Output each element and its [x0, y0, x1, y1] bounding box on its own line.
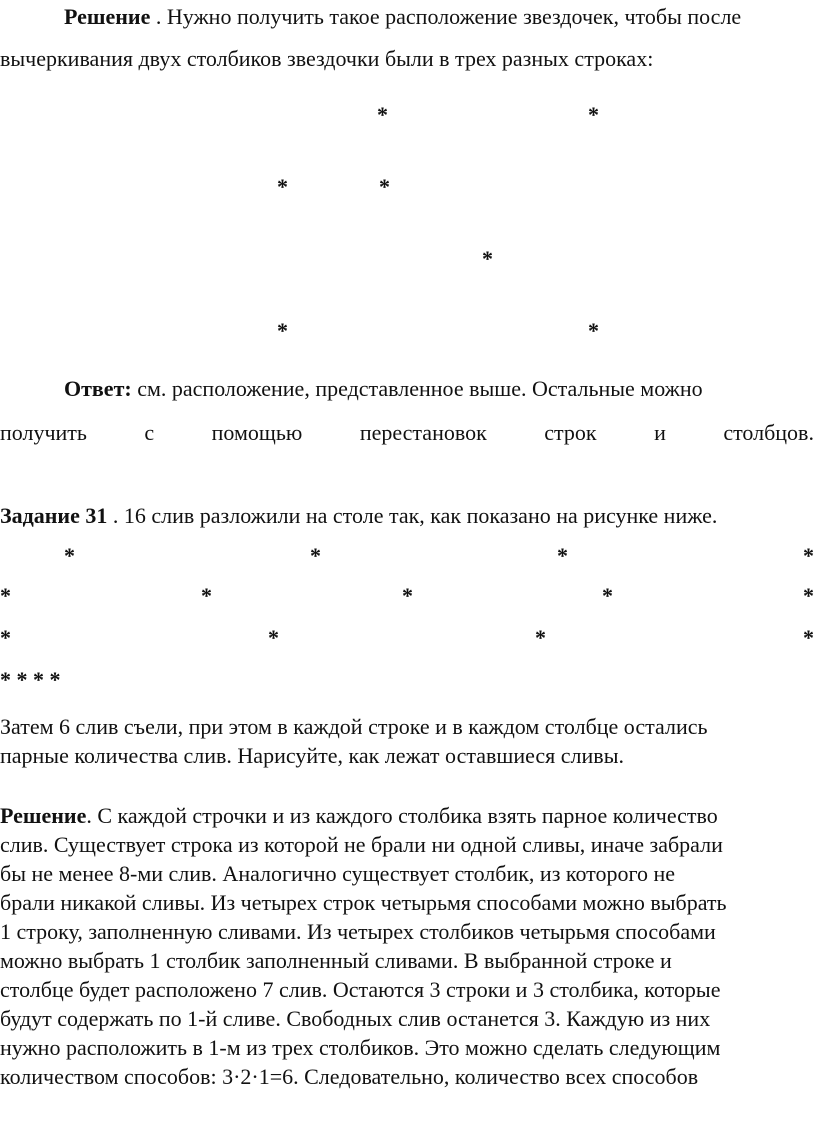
solution-2-line: слив. Существует строка из которой не брали ни одной сливы, иначе забрали: [0, 832, 723, 857]
figure-star: *: [588, 102, 599, 127]
plum-star: *: [557, 543, 568, 568]
task-31-heading: [0, 505, 717, 527]
solution-2-line: бы не менее 8-ми слив. Аналогично существует столбик, из которого не: [0, 861, 676, 886]
figure-star: *: [588, 318, 599, 343]
plum-star: *: [310, 543, 321, 568]
plum-star: *: [803, 625, 814, 650]
solution-2-line: будут содержать по 1-й сливе. Свободных слив останется 3. Каждую из них: [0, 1006, 711, 1031]
answer-word: столбцов.: [723, 420, 814, 445]
answer-word: и: [654, 420, 666, 445]
answer-word: строк: [544, 420, 597, 445]
answer-word: перестановок: [359, 420, 487, 445]
answer-line-1: [64, 378, 814, 400]
answer-word: помощью: [211, 420, 303, 445]
solution-2-text: . С каждой строчки и из каждого столбика взять парное количество: [86, 803, 718, 828]
figure-star: *: [377, 102, 388, 127]
solution-2-line-1: [0, 805, 718, 827]
plum-star: *: [268, 625, 279, 650]
plum-star: *: [803, 583, 814, 608]
plum-star: *: [803, 543, 814, 568]
plum-star: *: [201, 583, 212, 608]
plum-star: *: [402, 583, 413, 608]
task-31-after-2: парные количества слив. Нарисуйте, как лежат оставшиеся сливы.: [0, 743, 624, 768]
plum-star: *: [0, 583, 11, 608]
answer-word: получить: [0, 420, 87, 445]
solution-label: Решение: [64, 4, 151, 29]
solution-2-label: Решение: [0, 803, 87, 828]
solution-text-1: . Нужно получить такое расположение звездочек, чтобы после: [150, 4, 742, 29]
plum-star: *: [0, 625, 11, 650]
solution-2-line: количеством способов: 3·2·1=6. Следовательно, количество всех способов: [0, 1064, 699, 1089]
figure-star: *: [379, 174, 390, 199]
solution-line-1: [64, 6, 741, 28]
answer-text-1: см. расположение, представленное выше. Остальные можно: [131, 376, 703, 401]
plum-star-row: * * * *: [0, 667, 61, 692]
answer-word: с: [144, 420, 155, 445]
solution-2-line: 1 строку, заполненную сливами. Из четырех столбиков четырьмя способами: [0, 919, 716, 944]
figure-star: *: [277, 174, 288, 199]
task-31-after-1: Затем 6 слив съели, при этом в каждой строке и в каждом столбце остались: [0, 714, 708, 739]
plum-star: *: [64, 543, 75, 568]
figure-star: *: [277, 318, 288, 343]
solution-2-line: можно выбрать 1 столбик заполненный сливами. В выбранной строке и: [0, 948, 672, 973]
solution-2-line: нужно расположить в 1-м из трех столбиков. Это можно сделать следующим: [0, 1035, 721, 1060]
solution-line-2: вычеркивания двух столбиков звездочки были в трех разных строках:: [0, 46, 654, 71]
solution-2-line: брали никакой сливы. Из четырех строк четырьмя способами можно выбрать: [0, 890, 727, 915]
answer-line-2: [0, 422, 814, 444]
task-31-label: Задание 31: [0, 503, 108, 528]
solution-2-line: столбце будет расположено 7 слив. Остаются 3 строки и 3 столбика, которые: [0, 977, 721, 1002]
plum-star: *: [602, 583, 613, 608]
plum-star: *: [535, 625, 546, 650]
figure-star: *: [482, 246, 493, 271]
answer-label: Ответ:: [64, 376, 132, 401]
task-31-text: . 16 слив разложили на столе так, как показано на рисунке ниже.: [107, 503, 718, 528]
